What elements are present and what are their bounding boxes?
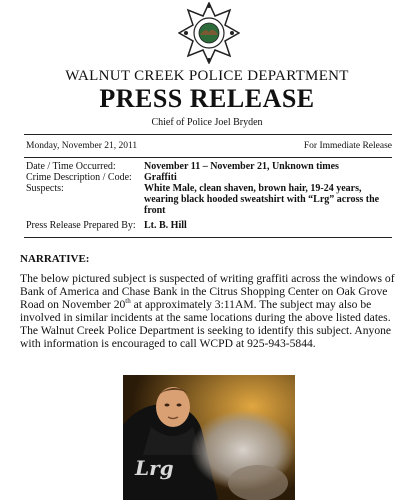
narrative-part: at approximately 3:11AM. The subject may also be involved in similar incidents at the same locations during the above listed dates. The Walnut Creek Police Department is seeking to identify this subject. Anyone with information is encouraged to call WCPD at 925-943-5844. [20,298,392,350]
suspect-photo [123,375,295,500]
field-value: Graffiti [144,172,177,183]
ordinal-suffix: th [125,297,131,306]
chief-of-police: Chief of Police Joel Bryden [151,117,263,128]
info-row-date [26,161,392,172]
narrative-text [20,272,398,350]
release-date: Monday, November 21, 2011 [26,141,138,151]
dateline [26,141,392,151]
narrative-heading: NARRATIVE: [20,253,90,265]
divider [24,134,392,135]
divider [24,237,392,238]
release-status: For Immediate Release [303,141,392,151]
police-badge-logo [178,2,240,64]
field-label: Suspects: [26,183,64,194]
incident-info [26,161,392,231]
info-row-prepared-by [26,220,392,231]
agency-name: WALNUT CREEK POLICE DEPARTMENT [65,68,349,84]
info-row-crime [26,172,392,183]
field-label: Press Release Prepared By: [26,220,136,231]
narrative-part: The below pictured subject is suspected of writing graffiti across the windows of Bank of America and Chase Bank in the Citrus Shopping Center on Oak Grove Road on November 20 [20,272,395,311]
divider [24,157,392,158]
field-label: Crime Description / Code: [26,172,132,183]
field-label: Date / Time Occurred: [26,161,116,172]
shirt-logo-text: Lrg [135,456,174,480]
field-value: November 11 – November 21, Unknown times [144,161,339,172]
field-value: White Male, clean shaven, brown hair, 19-24 years, wearing black hooded sweatshirt with “Lrg” across the front [144,183,380,216]
page-title: PRESS RELEASE [99,84,315,113]
field-value: Lt. B. Hill [144,220,187,231]
info-row-suspects [26,183,392,216]
